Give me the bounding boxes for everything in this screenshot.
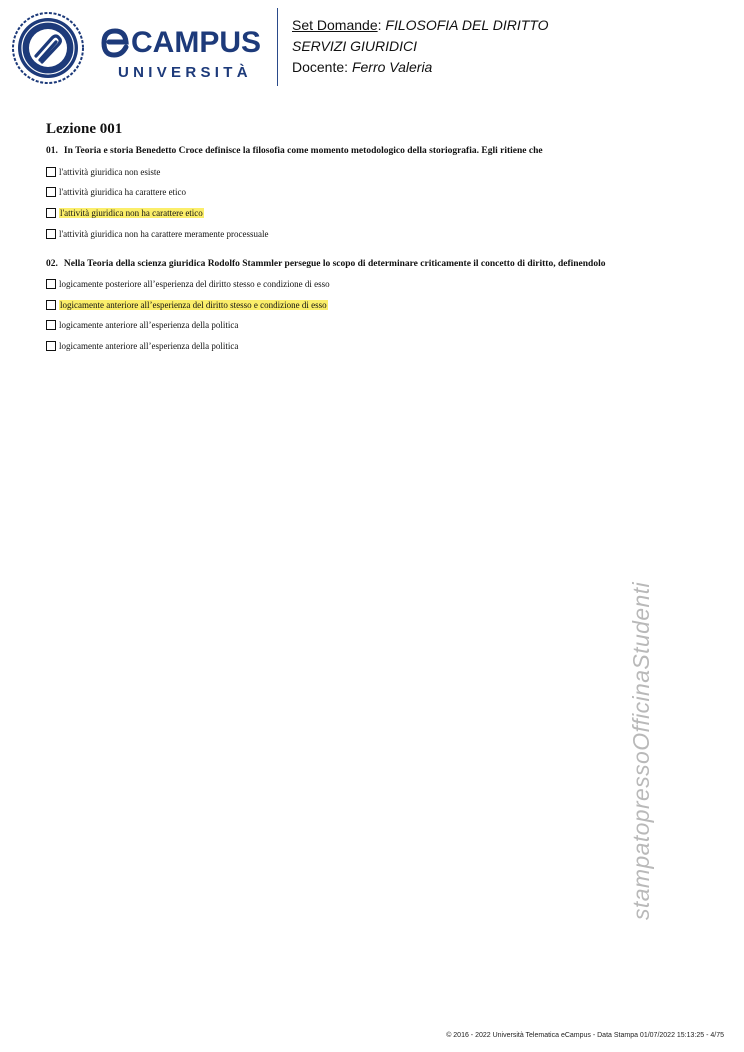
checkbox[interactable] bbox=[46, 229, 56, 239]
checkbox[interactable] bbox=[46, 341, 56, 351]
checkbox[interactable] bbox=[46, 187, 56, 197]
answer-option[interactable] bbox=[46, 339, 238, 353]
brand-wordmark-text: CAMPUS bbox=[131, 26, 262, 59]
answer-text: logicamente posteriore all’esperienza del diritto stesso e condizione di esso bbox=[59, 279, 330, 289]
answer-option[interactable] bbox=[46, 165, 160, 179]
set-line bbox=[292, 15, 549, 36]
answer-option[interactable] bbox=[46, 318, 238, 332]
faculty-name: SERVIZI GIURIDICI bbox=[292, 38, 417, 54]
checkbox[interactable] bbox=[46, 320, 56, 330]
faculty-line bbox=[292, 36, 549, 57]
set-separator: : bbox=[377, 17, 386, 33]
question-text: In Teoria e storia Benedetto Croce definisce la filosofia come momento metodologico della storiografia. Egli ritiene che bbox=[63, 146, 543, 156]
header-divider bbox=[277, 8, 278, 86]
checkbox[interactable] bbox=[46, 167, 56, 177]
set-label: Set Domande bbox=[292, 17, 378, 33]
answer-option[interactable] bbox=[46, 185, 186, 199]
checkbox[interactable] bbox=[46, 279, 56, 289]
answer-text: l'attività giuridica non esiste bbox=[59, 167, 161, 177]
answer-text: logicamente anteriore all’esperienza della politica bbox=[59, 341, 239, 351]
teacher-line bbox=[292, 57, 549, 78]
question-1 bbox=[46, 146, 543, 156]
university-seal-logo bbox=[12, 12, 84, 84]
ecampus-logo bbox=[100, 28, 266, 84]
answer-option-correct[interactable] bbox=[46, 298, 328, 312]
answer-text: l'attività giuridica non ha carattere meramente processuale bbox=[59, 229, 269, 239]
question-number: 02. bbox=[46, 259, 58, 269]
answer-text-highlighted: l'attività giuridica non ha carattere etico bbox=[60, 208, 203, 218]
header-info bbox=[292, 15, 549, 78]
question-text: Nella Teoria della scienza giuridica Rodolfo Stammler persegue lo scopo di determinare criticamente il concetto di diritto, definendolo bbox=[63, 259, 606, 269]
course-name: FILOSOFIA DEL DIRITTO bbox=[385, 17, 549, 33]
answer-text-highlighted: logicamente anteriore all’esperienza del diritto stesso e condizione di esso bbox=[60, 300, 327, 310]
teacher-label: Docente: bbox=[292, 59, 352, 75]
brand-wordmark bbox=[100, 28, 266, 58]
brand-subtitle: UNIVERSITÀ bbox=[118, 64, 252, 81]
ecampus-e-icon bbox=[100, 28, 130, 58]
answer-text: logicamente anteriore all’esperienza della politica bbox=[59, 320, 239, 330]
answer-option[interactable] bbox=[46, 277, 330, 291]
footer: © 2016 - 2022 Università Telematica eCampus - Data Stampa 01/07/2022 15:13:25 - 4/75 bbox=[446, 1032, 724, 1039]
checkbox[interactable] bbox=[46, 300, 56, 310]
answer-text: l'attività giuridica ha carattere etico bbox=[59, 187, 187, 197]
question-number: 01. bbox=[46, 146, 58, 156]
question-2 bbox=[46, 259, 605, 269]
answer-option-correct[interactable] bbox=[46, 206, 204, 220]
answer-option[interactable] bbox=[46, 227, 269, 241]
teacher-name: Ferro Valeria bbox=[351, 59, 433, 75]
checkbox[interactable] bbox=[46, 208, 56, 218]
lesson-title: Lezione 001 bbox=[46, 121, 123, 137]
watermark: stampatopressoOfficinaStudenti bbox=[628, 581, 654, 920]
